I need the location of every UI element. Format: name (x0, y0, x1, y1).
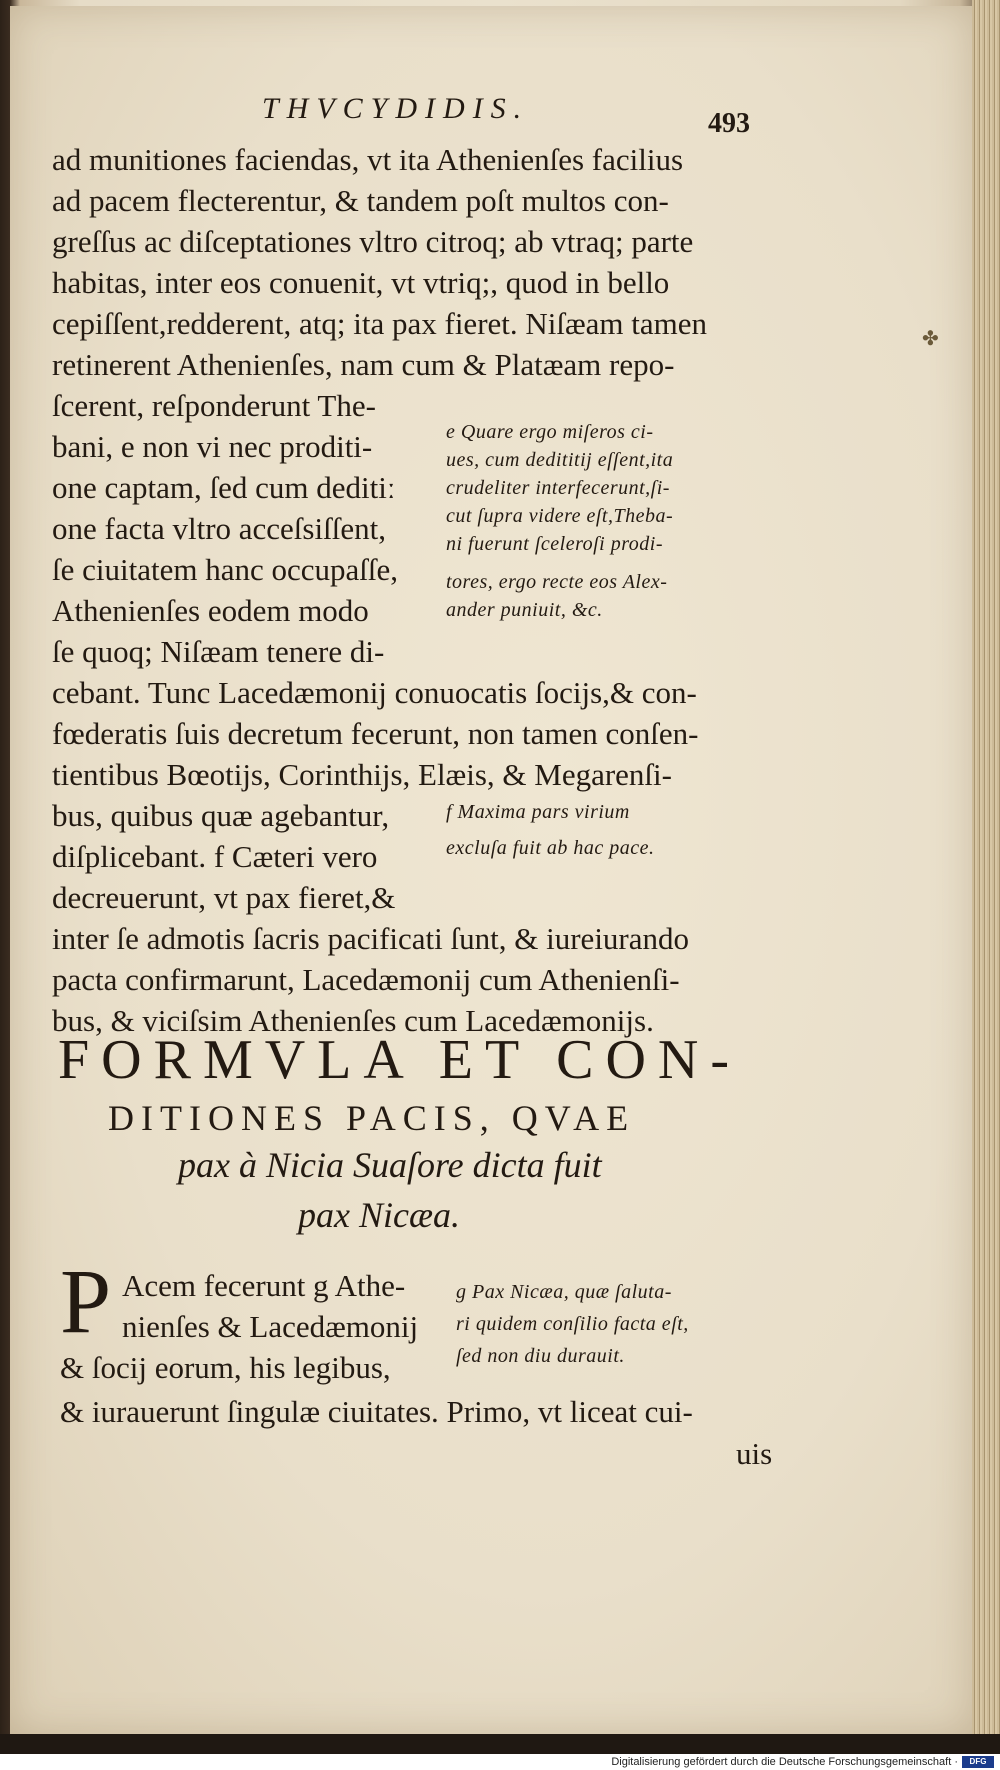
marginal-note-g: ri quidem conſilio facta eſt, (456, 1313, 689, 1335)
marginal-note-e: ues, cum dedititij eſſent,ita (446, 449, 674, 471)
body-line: inter ſe admotis ſacris pacificati ſunt, & iureiurando (52, 921, 690, 956)
marginal-note-g: ſed non diu durauit. (456, 1345, 625, 1367)
body-line: tientibus Bœotijs, Corinthijs, Elæis, & Megarenſi- (52, 757, 672, 792)
body-line: & iurauerunt ſingulæ ciuitates. Primo, vt liceat cui- (60, 1394, 693, 1429)
marginal-note-g: g Pax Nicæa, quæ ſaluta- (456, 1281, 672, 1303)
section-subtitle: pax Nicæa. (298, 1195, 460, 1235)
body-line: ſcerent, reſponderunt The- (52, 388, 376, 423)
marginal-note-e: ander puniuit, &c. (446, 599, 603, 621)
section-title: FORMVLA ET CON- (58, 1029, 742, 1091)
body-line: ad munitiones faciendas, vt ita Athenienſes facilius (52, 142, 684, 177)
ink-blot: ✤ (922, 328, 939, 350)
page-edge (972, 0, 1000, 1740)
body-line: bus, & viciſsim Athenienſes cum Lacedæmonijs. (52, 1003, 654, 1038)
body-line: one facta vltro acceſsiſſent, (52, 511, 386, 546)
body-line: cebant. Tunc Lacedæmonij conuocatis ſocijs,& con- (52, 675, 697, 710)
marginal-note-e: ni fuerunt ſceleroſi prodi- (446, 533, 663, 555)
body-line: & ſocij eorum, his legibus, (60, 1350, 391, 1385)
marginal-note-f: excluſa fuit ab hac pace. (446, 837, 655, 859)
drop-cap: P (60, 1250, 112, 1352)
marginal-note-f: f Maxima pars virium (446, 801, 630, 823)
dfg-logo: DFG (962, 1756, 994, 1768)
section-title: DITIONES PACIS, QVAE (108, 1098, 636, 1138)
body-line: Acem fecerunt g Athe- (122, 1268, 406, 1303)
body-line: ad pacem flecterentur, & tandem poſt multos con- (52, 183, 669, 218)
marginal-note-e: crudeliter interfecerunt,ſi- (446, 477, 670, 499)
marginal-note-e: e Quare ergo miſeros ci- (446, 421, 654, 443)
body-line: diſplicebant. f Cæteri vero (52, 839, 378, 874)
running-head: THVCYDIDIS. (262, 92, 530, 125)
body-line: one captam, ſed cum deditiː (52, 470, 396, 505)
section-subtitle: pax à Nicia Suaſore dicta fuit (178, 1145, 602, 1185)
body-line: retinerent Athenienſes, nam cum & Platæam repo- (52, 347, 675, 382)
scan-bottom-band (0, 1734, 1000, 1754)
marginal-note-e: cut ſupra videre eſt,Theba- (446, 505, 674, 527)
body-line: greſſus ac diſceptationes vltro citroq; ab vtraq; parte (52, 224, 694, 259)
body-line: bus, quibus quæ agebantur, (52, 798, 390, 833)
body-line: ſe ciuitatem hanc occupaſſe, (52, 552, 398, 587)
body-line: decreuerunt, vt pax fieret,& (52, 880, 396, 915)
body-line: cepiſſent,redderent, atq; ita pax fieret. Niſæam tamen (52, 306, 708, 341)
footer-credit: Digitalisierung gefördert durch die Deutsche Forschungsgemeinschaft · (611, 1756, 958, 1768)
body-line: pacta confirmarunt, Lacedæmonij cum Athenienſi- (52, 962, 680, 997)
body-line: nienſes & Lacedæmonij (122, 1309, 419, 1344)
body-line: ſe quoq; Niſæam tenere di- (52, 634, 385, 669)
body-line: bani, e non vi nec proditi- (52, 429, 373, 464)
body-line: fœderatis ſuis decretum fecerunt, non tamen conſen- (52, 716, 699, 751)
body-line: uis (736, 1436, 773, 1471)
marginal-note-e: tores, ergo recte eos Alex- (446, 571, 668, 593)
page-number: 493 (708, 108, 750, 139)
body-line: Athenienſes eodem modo (52, 593, 369, 628)
body-line: habitas, inter eos conuenit, vt vtriq;, quod in bello (52, 265, 670, 300)
